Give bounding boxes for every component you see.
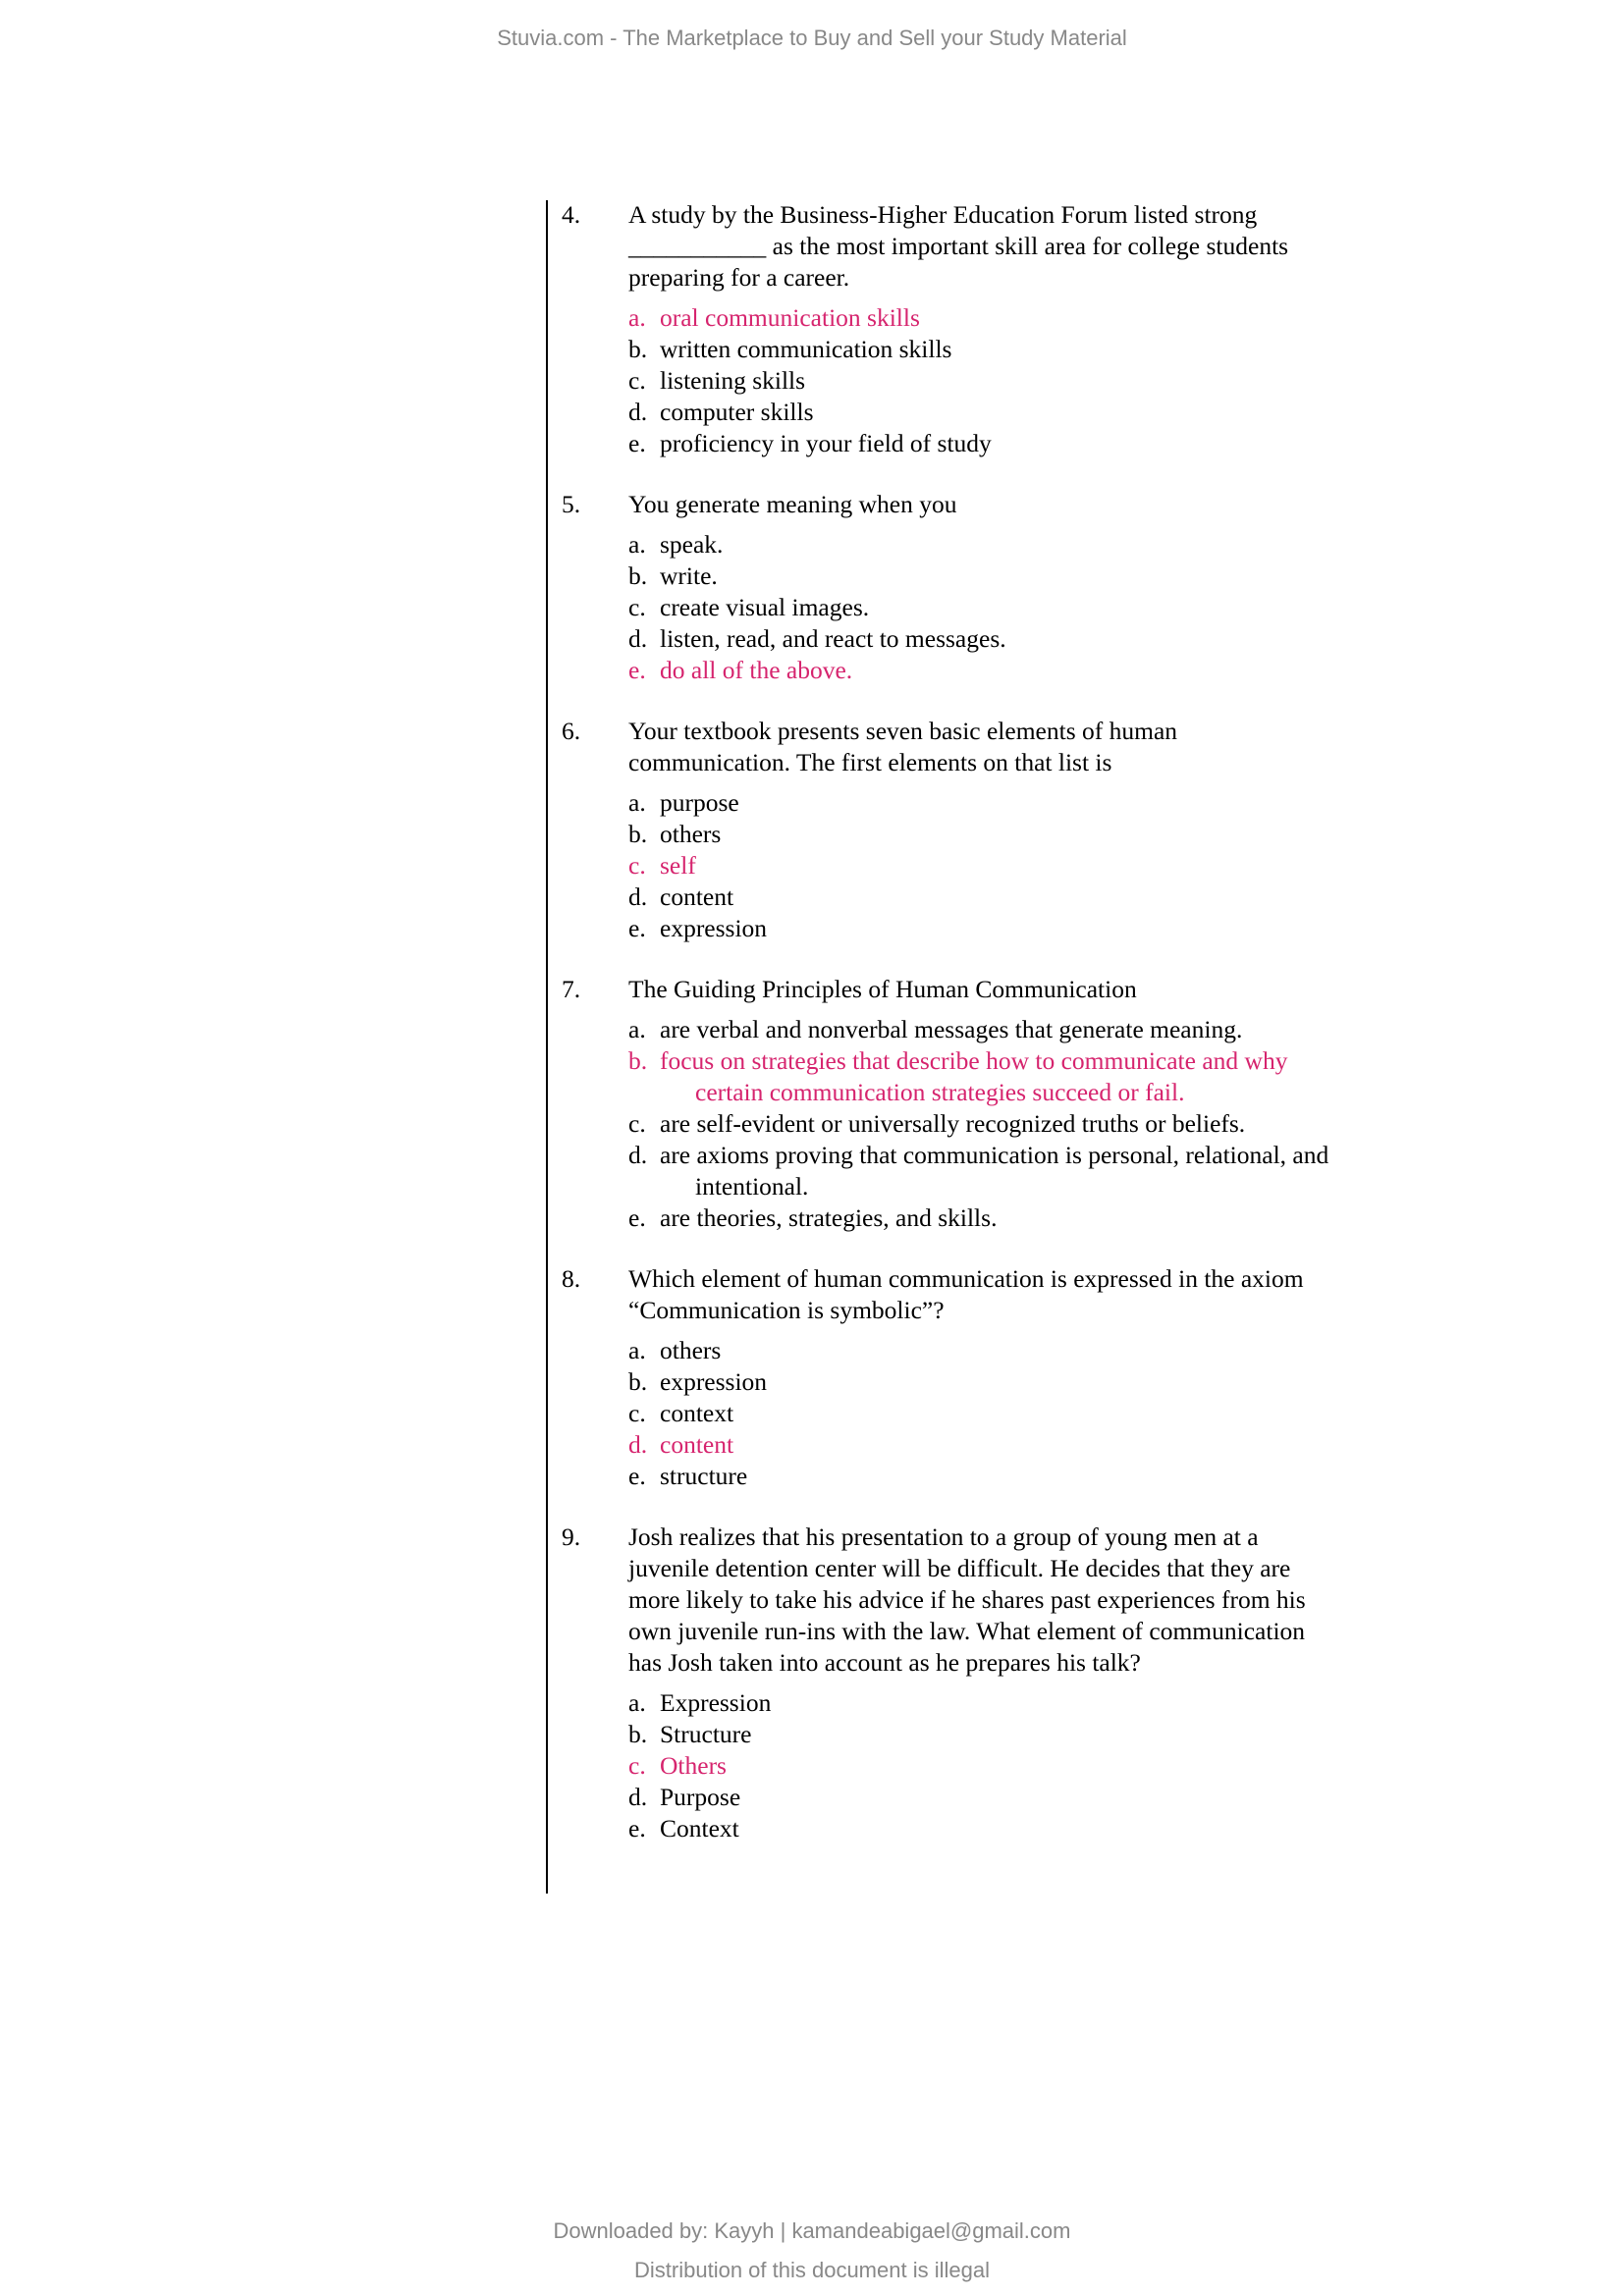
option-letter: a. bbox=[628, 1688, 646, 1717]
answer-option bbox=[628, 334, 1406, 365]
answer-options bbox=[562, 302, 1406, 459]
option-letter: a. bbox=[628, 788, 646, 817]
option-text-line: structure bbox=[660, 1462, 748, 1490]
option-letter: e. bbox=[628, 1814, 646, 1842]
option-text-line: Expression bbox=[660, 1688, 772, 1717]
answer-option bbox=[628, 787, 1406, 819]
question-text bbox=[628, 1263, 1375, 1326]
answer-option bbox=[628, 592, 1406, 623]
option-text-line: computer skills bbox=[660, 398, 814, 426]
option-text bbox=[660, 302, 1406, 334]
option-text bbox=[660, 1719, 1406, 1750]
option-letter: e. bbox=[628, 1462, 646, 1490]
option-letter: b. bbox=[628, 1367, 648, 1396]
option-text bbox=[660, 623, 1406, 655]
option-letter: e. bbox=[628, 429, 646, 457]
question-number: 7. bbox=[562, 975, 581, 1003]
option-text bbox=[660, 787, 1406, 819]
question-text bbox=[628, 1522, 1375, 1679]
option-text-line: self bbox=[660, 851, 696, 880]
option-letter: b. bbox=[628, 335, 648, 363]
question-5 bbox=[562, 489, 1406, 686]
option-letter: b. bbox=[628, 1720, 648, 1748]
answer-option bbox=[628, 1140, 1406, 1202]
option-letter: c. bbox=[628, 1399, 646, 1427]
option-text bbox=[660, 1750, 1406, 1782]
option-text-line: certain communication strategies succeed or fail. bbox=[695, 1078, 1185, 1106]
option-text-line: expression bbox=[660, 1367, 768, 1396]
answer-options bbox=[562, 1687, 1406, 1844]
answer-option-correct bbox=[628, 1045, 1406, 1108]
option-letter: d. bbox=[628, 1430, 648, 1459]
answer-option bbox=[628, 365, 1406, 397]
answer-option bbox=[628, 819, 1406, 850]
option-letter: b. bbox=[628, 820, 648, 848]
option-letter: d. bbox=[628, 624, 648, 653]
option-letter: d. bbox=[628, 882, 648, 911]
option-letter: a. bbox=[628, 303, 646, 332]
question-9 bbox=[562, 1522, 1406, 1844]
option-letter: a. bbox=[628, 1336, 646, 1364]
question-text-line: more likely to take his advice if he shares past experiences from his bbox=[628, 1585, 1306, 1614]
option-text-line: are verbal and nonverbal messages that generate meaning. bbox=[660, 1015, 1243, 1043]
question-list bbox=[562, 199, 1406, 1874]
option-letter: c. bbox=[628, 1751, 646, 1780]
option-text bbox=[660, 334, 1406, 365]
question-text-line: Josh realizes that his presentation to a group of young men at a bbox=[628, 1522, 1259, 1551]
option-letter: b. bbox=[628, 1046, 648, 1075]
question-number: 9. bbox=[562, 1522, 581, 1551]
question-text bbox=[628, 199, 1375, 294]
answer-option-correct bbox=[628, 1750, 1406, 1782]
question-8 bbox=[562, 1263, 1406, 1492]
question-7 bbox=[562, 974, 1406, 1234]
question-text bbox=[628, 716, 1375, 778]
option-text-line: Purpose bbox=[660, 1783, 741, 1811]
option-text bbox=[660, 1108, 1406, 1140]
question-text-line: own juvenile run-ins with the law. What element of communication bbox=[628, 1617, 1306, 1645]
question-6 bbox=[562, 716, 1406, 944]
answer-option-correct bbox=[628, 850, 1406, 881]
option-text bbox=[660, 1782, 1406, 1813]
option-letter: a. bbox=[628, 530, 646, 559]
option-text bbox=[660, 397, 1406, 428]
answer-option bbox=[628, 1719, 1406, 1750]
option-text bbox=[660, 1045, 1406, 1108]
answer-option bbox=[628, 623, 1406, 655]
answer-option bbox=[628, 1202, 1406, 1234]
question-4 bbox=[562, 199, 1406, 459]
option-text-line: others bbox=[660, 1336, 722, 1364]
answer-option bbox=[628, 1335, 1406, 1366]
option-letter: d. bbox=[628, 1783, 648, 1811]
question-text-line: juvenile detention center will be difficult. He decides that they are bbox=[628, 1554, 1291, 1582]
option-letter: c. bbox=[628, 593, 646, 621]
answer-option bbox=[628, 1398, 1406, 1429]
answer-option bbox=[628, 561, 1406, 592]
answer-option bbox=[628, 1014, 1406, 1045]
option-text-line: Structure bbox=[660, 1720, 752, 1748]
option-text-line: are theories, strategies, and skills. bbox=[660, 1203, 998, 1232]
option-text-line: listening skills bbox=[660, 366, 806, 395]
option-text-line: do all of the above. bbox=[660, 656, 853, 684]
option-text-line: purpose bbox=[660, 788, 739, 817]
question-text-line: has Josh taken into account as he prepares his talk? bbox=[628, 1648, 1141, 1677]
option-text bbox=[660, 1429, 1406, 1461]
option-letter: c. bbox=[628, 366, 646, 395]
answer-options bbox=[562, 787, 1406, 944]
answer-option bbox=[628, 913, 1406, 944]
answer-option bbox=[628, 428, 1406, 459]
answer-option-correct bbox=[628, 1429, 1406, 1461]
answer-option bbox=[628, 397, 1406, 428]
option-text-line: expression bbox=[660, 914, 768, 942]
answer-option bbox=[628, 1108, 1406, 1140]
option-text-line: context bbox=[660, 1399, 734, 1427]
question-text bbox=[628, 974, 1375, 1005]
answer-option bbox=[628, 1782, 1406, 1813]
option-text bbox=[660, 1140, 1406, 1202]
option-text-line: are self-evident or universally recognized truths or beliefs. bbox=[660, 1109, 1246, 1138]
question-text bbox=[628, 489, 1375, 520]
option-text bbox=[660, 592, 1406, 623]
question-number: 4. bbox=[562, 200, 581, 229]
question-number: 6. bbox=[562, 717, 581, 745]
option-text-line: create visual images. bbox=[660, 593, 870, 621]
answer-option bbox=[628, 1461, 1406, 1492]
answer-options bbox=[562, 1335, 1406, 1492]
option-text-line: oral communication skills bbox=[660, 303, 920, 332]
question-text-line: preparing for a career. bbox=[628, 263, 850, 292]
option-text-line: content bbox=[660, 1430, 734, 1459]
question-text-line: You generate meaning when you bbox=[628, 490, 957, 518]
option-text bbox=[660, 561, 1406, 592]
option-text bbox=[660, 529, 1406, 561]
question-text-line: The Guiding Principles of Human Communication bbox=[628, 975, 1137, 1003]
option-text bbox=[660, 1335, 1406, 1366]
answer-option-correct bbox=[628, 655, 1406, 686]
option-text bbox=[660, 1813, 1406, 1844]
option-text bbox=[660, 1202, 1406, 1234]
question-text-line: ___________ as the most important skill area for college students bbox=[628, 232, 1289, 260]
option-text bbox=[660, 655, 1406, 686]
option-text bbox=[660, 365, 1406, 397]
answer-option bbox=[628, 1813, 1406, 1844]
downloaded-by-text: Downloaded by: Kayyh | kamandeabigael@gmail.com bbox=[553, 2218, 1071, 2243]
option-text-line: focus on strategies that describe how to communicate and why bbox=[660, 1046, 1288, 1075]
question-text-line: communication. The first elements on that list is bbox=[628, 748, 1112, 776]
answer-option-correct bbox=[628, 302, 1406, 334]
question-text-line: Your textbook presents seven basic elements of human bbox=[628, 717, 1178, 745]
option-text-line: written communication skills bbox=[660, 335, 952, 363]
site-header-text: Stuvia.com - The Marketplace to Buy and Sell your Study Material bbox=[497, 26, 1127, 50]
option-letter: c. bbox=[628, 851, 646, 880]
answer-options bbox=[562, 529, 1406, 686]
option-text bbox=[660, 428, 1406, 459]
question-number: 8. bbox=[562, 1264, 581, 1293]
option-text bbox=[660, 1687, 1406, 1719]
option-text-line: Others bbox=[660, 1751, 727, 1780]
option-text-line: content bbox=[660, 882, 734, 911]
option-text bbox=[660, 850, 1406, 881]
option-text-line: write. bbox=[660, 561, 718, 590]
option-letter: e. bbox=[628, 914, 646, 942]
option-text bbox=[660, 881, 1406, 913]
option-text bbox=[660, 913, 1406, 944]
option-text-line: intentional. bbox=[695, 1172, 809, 1201]
option-letter: c. bbox=[628, 1109, 646, 1138]
option-text-line: others bbox=[660, 820, 722, 848]
answer-option bbox=[628, 881, 1406, 913]
margin-rule bbox=[546, 200, 548, 1894]
question-text-line: A study by the Business-Higher Education Forum listed strong bbox=[628, 200, 1258, 229]
option-letter: d. bbox=[628, 1141, 648, 1169]
option-text-line: are axioms proving that communication is personal, relational, and bbox=[660, 1141, 1329, 1169]
option-letter: d. bbox=[628, 398, 648, 426]
distribution-notice: Distribution of this document is illegal bbox=[634, 2258, 990, 2282]
option-text bbox=[660, 1461, 1406, 1492]
answer-option bbox=[628, 1687, 1406, 1719]
option-letter: e. bbox=[628, 656, 646, 684]
option-letter: a. bbox=[628, 1015, 646, 1043]
option-text bbox=[660, 1014, 1406, 1045]
option-letter: b. bbox=[628, 561, 648, 590]
option-text-line: proficiency in your field of study bbox=[660, 429, 992, 457]
answer-option bbox=[628, 529, 1406, 561]
question-text-line: “Communication is symbolic”? bbox=[628, 1296, 945, 1324]
option-letter: e. bbox=[628, 1203, 646, 1232]
answer-options bbox=[562, 1014, 1406, 1234]
option-text bbox=[660, 1398, 1406, 1429]
option-text-line: listen, read, and react to messages. bbox=[660, 624, 1006, 653]
option-text bbox=[660, 1366, 1406, 1398]
question-number: 5. bbox=[562, 490, 581, 518]
question-text-line: Which element of human communication is expressed in the axiom bbox=[628, 1264, 1304, 1293]
answer-option bbox=[628, 1366, 1406, 1398]
option-text-line: Context bbox=[660, 1814, 739, 1842]
option-text-line: speak. bbox=[660, 530, 724, 559]
option-text bbox=[660, 819, 1406, 850]
